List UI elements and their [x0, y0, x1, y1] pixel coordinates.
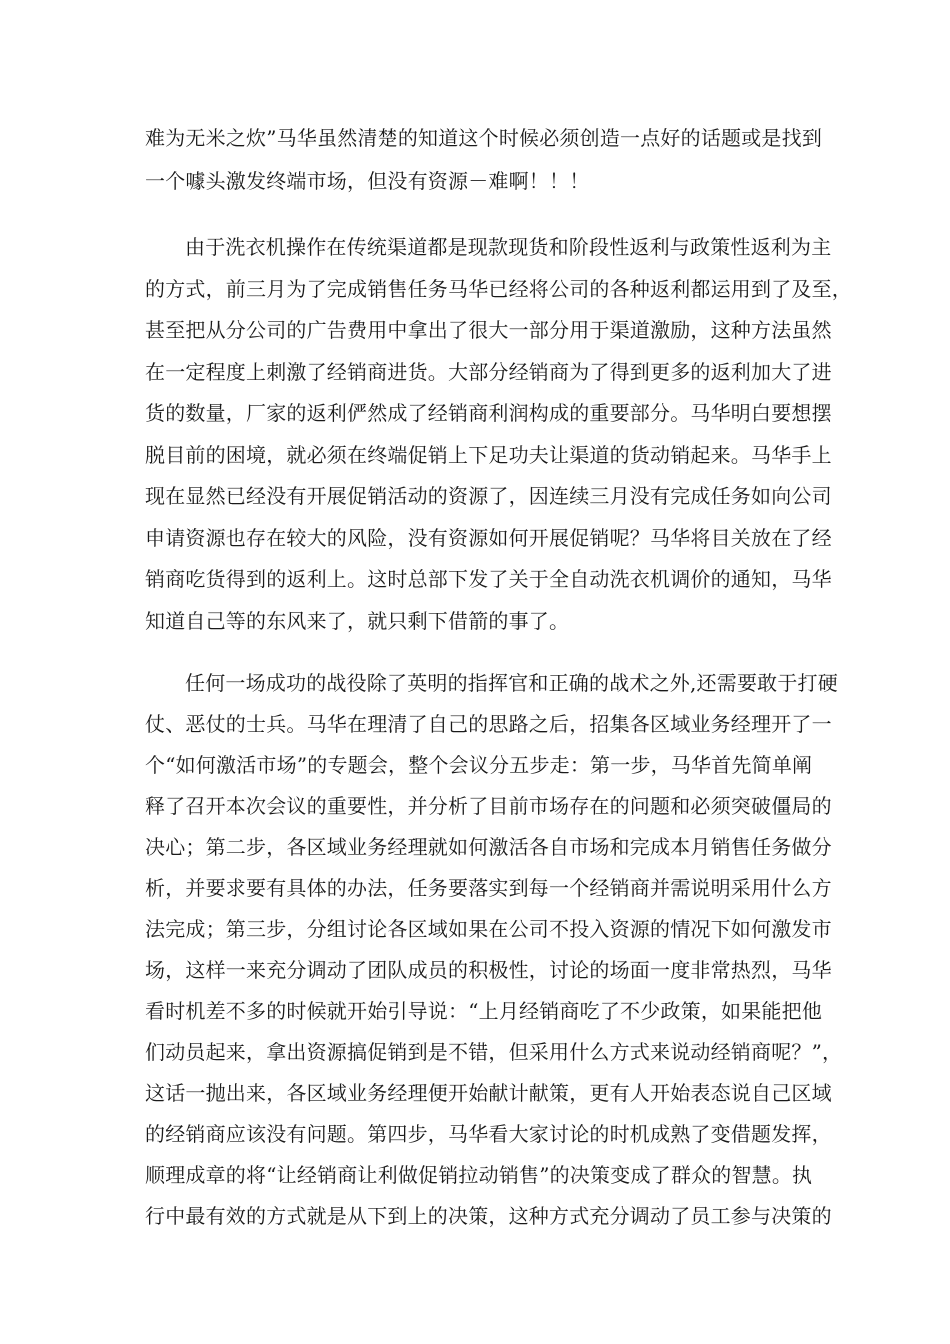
text-line: 现在显然已经没有开展促销活动的资源了，因连续三月没有完成任务如向公司	[145, 484, 832, 508]
text-line: 析，并要求要有具体的办法，任务要落实到每一个经销商并需说明采用什么方	[145, 876, 832, 900]
text-line: 仗、恶仗的士兵。马华在理清了自己的思路之后，招集各区域业务经理开了一	[145, 712, 832, 736]
text-line: 的方式，前三月为了完成销售任务马华已经将公司的各种返利都运用到了及至，	[145, 277, 852, 301]
text-line: 释了召开本次会议的重要性，并分析了目前市场存在的问题和必须突破僵局的	[145, 794, 832, 818]
text-line: 知道自己等的东风来了，就只剩下借箭的事了。	[145, 609, 570, 633]
paragraph-first-line: 任何一场成功的战役除了英明的指挥官和正确的战术之外,还需要敢于打硬	[185, 671, 838, 695]
text-line: 行中最有效的方式就是从下到上的决策，这种方式充分调动了员工参与决策的	[145, 1204, 832, 1228]
text-line: 场，这样一来充分调动了团队成员的积极性，讨论的场面一度非常热烈，马华	[145, 958, 832, 982]
text-line: 销商吃货得到的返利上。这时总部下发了关于全自动洗衣机调价的通知，马华	[145, 567, 832, 591]
text-line: 脱目前的困境，就必须在终端促销上下足功夫让渠道的货动销起来。马华手上	[145, 443, 832, 467]
text-line: 顺理成章的将“让经销商让利做促销拉动销售”的决策变成了群众的智慧。执	[145, 1163, 813, 1187]
text-line: 看时机差不多的时候就开始引导说：“上月经销商吃了不少政策，如果能把他	[145, 999, 823, 1023]
paragraph-first-line: 由于洗衣机操作在传统渠道都是现款现货和阶段性返利与政策性返利为主	[185, 235, 832, 259]
text-line: 难为无米之炊”马华虽然清楚的知道这个时候必须创造一点好的话题或是找到	[145, 126, 823, 150]
text-line: 的经销商应该没有问题。第四步，马华看大家讨论的时机成熟了变借题发挥，	[145, 1122, 832, 1146]
text-line: 货的数量，厂家的返利俨然成了经销商利润构成的重要部分。马华明白要想摆	[145, 401, 832, 425]
text-line: 申请资源也存在较大的风险，没有资源如何开展促销呢？马华将目关放在了经	[145, 526, 832, 550]
text-line: 在一定程度上刺激了经销商进货。大部分经销商为了得到更多的返利加大了进	[145, 360, 832, 384]
text-line: 一个噱头激发终端市场，但没有资源－难啊！！！	[145, 169, 590, 193]
text-line: 们动员起来，拿出资源搞促销到是不错，但采用什么方式来说动经销商呢？”，	[145, 1040, 843, 1064]
text-line: 甚至把从分公司的广告费用中拿出了很大一部分用于渠道激励，这种方法虽然	[145, 318, 832, 342]
text-line: 个“如何激活市场”的专题会，整个会议分五步走：第一步，马华首先简单阐	[145, 753, 813, 777]
text-line: 这话一抛出来，各区域业务经理便开始献计献策，更有人开始表态说自己区域	[145, 1081, 832, 1105]
text-line: 法完成；第三步，分组讨论各区域如果在公司不投入资源的情况下如何激发市	[145, 917, 832, 941]
text-line: 决心；第二步，各区域业务经理就如何激活各自市场和完成本月销售任务做分	[145, 835, 832, 859]
